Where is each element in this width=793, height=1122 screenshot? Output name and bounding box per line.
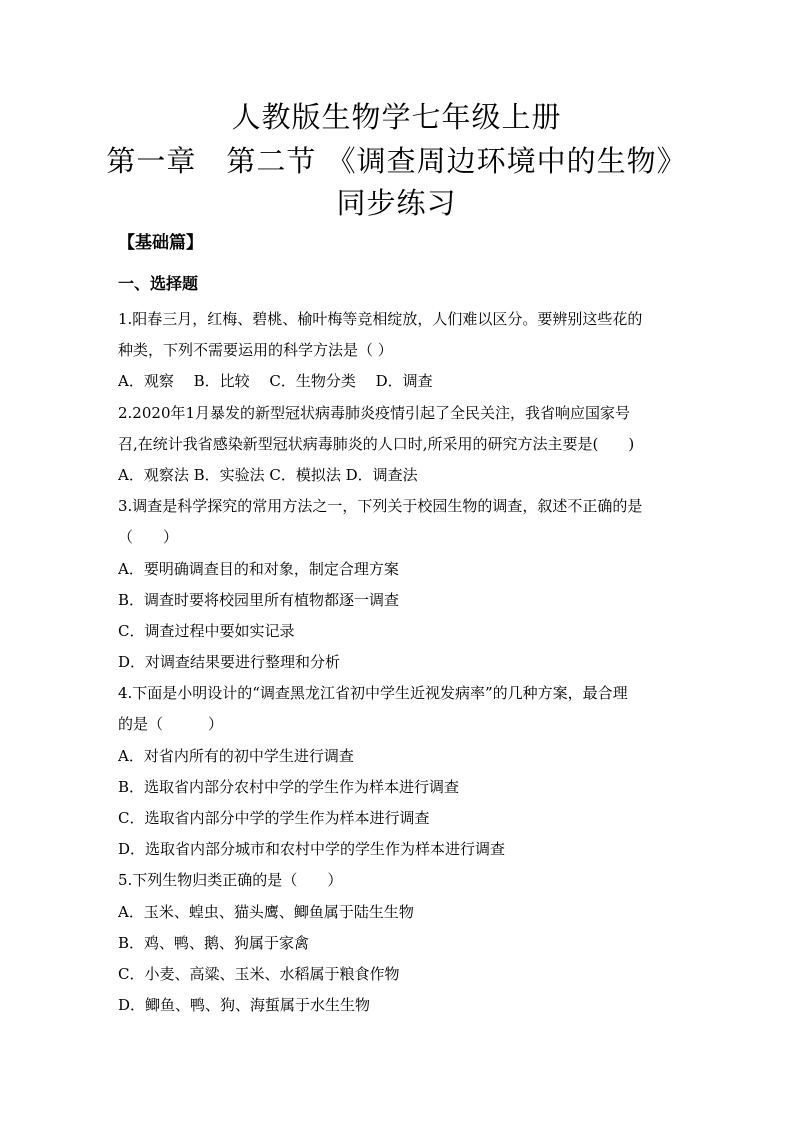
- question-3-option-a: A．要明确调查目的和对象，制定合理方案: [118, 559, 399, 578]
- question-2: [118, 398, 678, 492]
- question-5-option-d: D．鲫鱼、鸭、狗、海蜇属于水生生物: [118, 996, 371, 1015]
- question-4: [118, 678, 678, 865]
- question-list: [118, 304, 678, 1021]
- title-line-3: 同步练习: [336, 186, 457, 220]
- question-1-options: A．观察 B．比较 C．生物分类 D．调查: [118, 372, 433, 391]
- question-1: [118, 304, 678, 398]
- question-5-stem-line-1: 5.下列生物归类正确的是（ ）: [118, 871, 343, 890]
- title-line-1: 人教版生物学七年级上册: [231, 100, 562, 134]
- section-tag: 【基础篇】: [118, 233, 203, 253]
- question-4-option-a: A．对省内所有的初中学生进行调查: [118, 746, 354, 765]
- question-4-option-d: D．选取省内部分城市和农村中学的学生作为样本进行调查: [118, 840, 506, 859]
- title-line-2: 第一章 第二节 《调查周边环境中的生物》: [106, 144, 687, 178]
- question-5-option-b: B．鸡、鸭、鹅、狗属于家禽: [118, 933, 310, 952]
- question-4-stem-line-1: 4.下面是小明设计的“调查黑龙江省初中学生近视发病率”的几种方案，最合理: [118, 684, 628, 703]
- question-3-option-b: B．调查时要将校园里所有植物都逐一调查: [118, 590, 400, 609]
- question-4-option-c: C．选取省内部分中学的学生作为样本进行调查: [118, 809, 430, 827]
- question-1-stem-line-2: 种类，下列不需要运用的科学方法是（ ）: [118, 341, 393, 360]
- question-2-stem-line-1: 2.2020年1月暴发的新型冠状病毒肺炎疫情引起了全民关注，我省响应国家号: [118, 403, 631, 422]
- question-3-option-d: D．对调查结果要进行整理和分析: [118, 653, 341, 672]
- question-3-option-c: C．调查过程中要如实记录: [118, 621, 295, 640]
- question-3-stem-line-1: 3.调查是科学探究的常用方法之一，下列关于校园生物的调查，叙述不正确的是: [118, 497, 643, 516]
- question-4-option-b: B．选取省内部分农村中学的学生作为样本进行调查: [118, 777, 460, 796]
- question-1-stem-line-1: 1.阳春三月，红梅、碧桃、榆叶梅等竞相绽放，人们难以区分。要辨别这些花的: [118, 310, 643, 328]
- question-5: [118, 865, 678, 1021]
- question-3: [118, 491, 678, 678]
- question-2-stem-line-2: 召,在统计我省感染新型冠状病毒肺炎的人口时,所采用的研究方法主要是( ): [118, 434, 635, 453]
- question-5-option-c: C．小麦、高粱、玉米、水稻属于粮食作物: [118, 964, 400, 983]
- question-5-option-a: A．玉米、蝗虫、猫头鹰、鲫鱼属于陆生生物: [118, 902, 414, 921]
- question-3-stem-line-2: （ ）: [118, 528, 179, 547]
- question-4-stem-line-2: 的是（ ）: [118, 715, 224, 734]
- section-heading: 一、选择题: [118, 274, 199, 293]
- question-2-options: A．观察法 B．实验法 C．模拟法 D．调查法: [118, 465, 418, 484]
